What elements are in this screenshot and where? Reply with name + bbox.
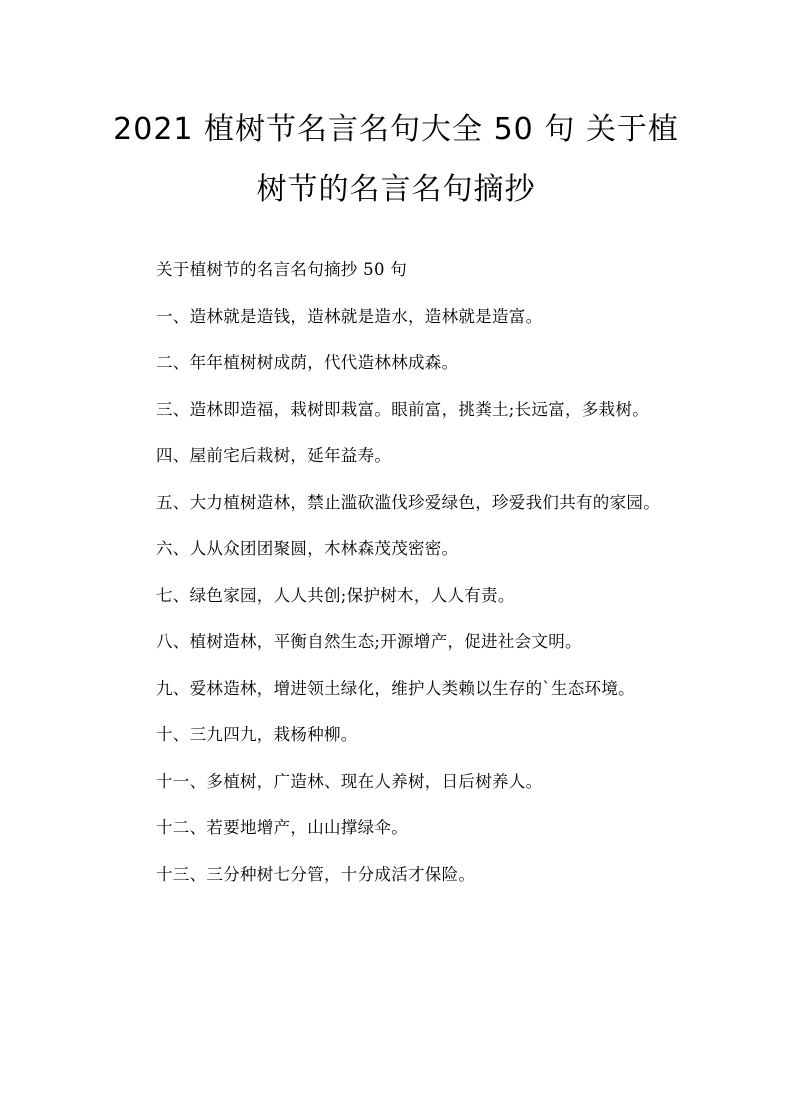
quote-2: 二、年年植树树成荫，代代造林林成森。 [156,353,459,372]
quote-13: 十三、三分种树七分管，十分成活才保险。 [156,864,476,884]
document-title: 2021 植树节名言名句大全 50 句 关于植树节的名言名句摘抄 [113,112,679,207]
document-body [120,247,680,898]
quote-5: 五、大力植树造林，禁止滥砍滥伐珍爱绿色，珍爱我们共有的家园。 [156,492,660,512]
quote-9: 九、爱林造林，增进领土绿化，维护人类赖以生存的`生态环境。 [156,678,635,698]
quote-7: 七、绿色家园，人人共创;保护树木，人人有责。 [156,585,515,605]
quote-11: 十一、多植树，广造林、现在人养树，日后树养人。 [156,771,543,791]
quote-12: 十二、若要地增产，山山撑绿伞。 [156,818,408,837]
quote-10: 十、三九四九，栽杨种柳。 [156,725,358,744]
quote-3: 三、造林即造福，栽树即栽富。眼前富，挑粪土;长远富，多栽树。 [156,399,650,419]
paragraph-intro: 关于植树节的名言名句摘抄 50 句 [156,260,408,279]
quote-1: 一、造林就是造钱，造林就是造水，造林就是造富。 [156,306,543,326]
quote-8: 八、植树造林，平衡自然生态;开源增产，促进社会文明。 [156,632,582,651]
quote-6: 六、人从众团团聚圆，木林森茂茂密密。 [156,539,459,558]
quote-4: 四、屋前宅后栽树，延年益寿。 [156,446,392,465]
